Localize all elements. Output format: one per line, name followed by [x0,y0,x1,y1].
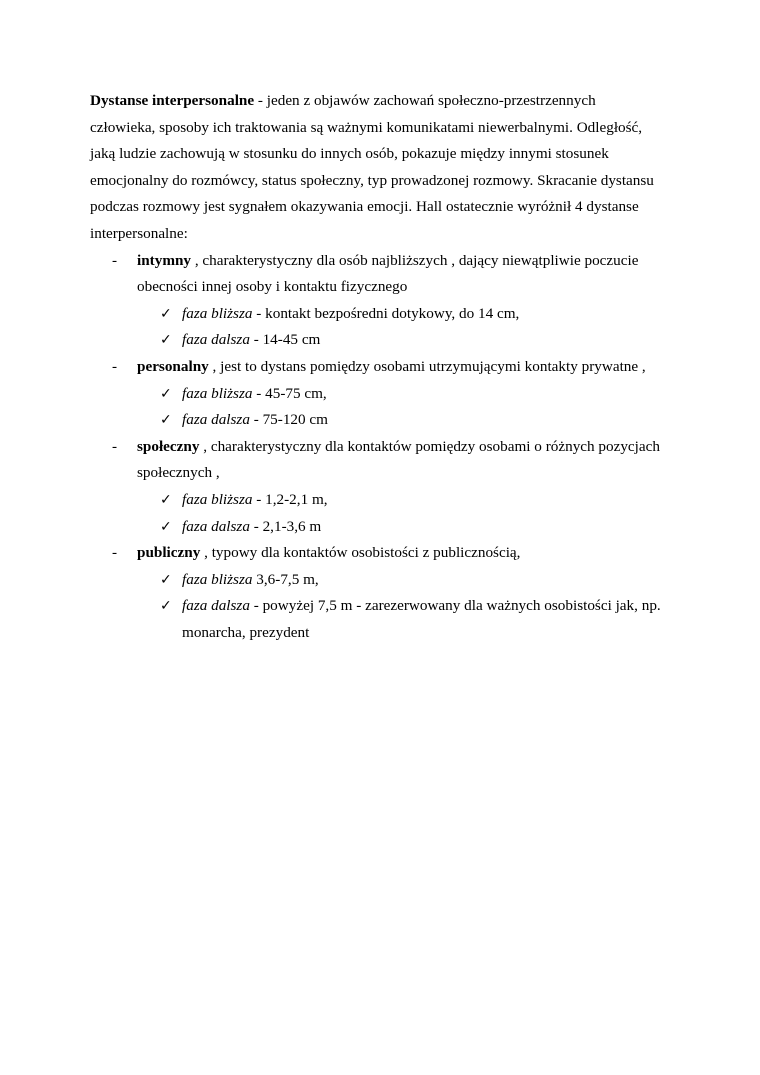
phase-item [137,593,690,646]
intro-text: - jeden z objawów zachowań społeczno-przestrzennych [254,92,596,109]
checkmark-icon: ✓ [160,571,172,588]
category-spoleczny [90,434,690,540]
category-name: intymny [137,251,192,269]
phase-item [137,301,690,328]
dash-bullet: - [112,357,118,375]
checkmark-icon: ✓ [160,305,172,322]
phase-name: faza bliższa [182,570,253,588]
intro-line [90,88,690,115]
phase-range: - 45-75 cm, [252,384,327,402]
dash-bullet: - [112,437,118,455]
phase-list [137,301,690,354]
intro-line: interpersonalne: [90,224,188,242]
category-publiczny [90,540,690,646]
phase-range: - 75-120 cm [249,411,328,429]
phase-name: faza dalsza [182,517,250,535]
phase-range: - 1,2-2,1 m, [252,490,328,508]
phase-range: monarcha, prezydent [182,623,310,641]
document-page [90,88,690,646]
category-name: publiczny [137,544,201,562]
checkmark-icon: ✓ [160,491,172,508]
intro-line: emocjonalny do rozmówcy, status społeczny, typ prowadzonej rozmowy. Skracanie dystansu [90,171,654,189]
phase-list [137,567,690,647]
intro-line: podczas rozmowy jest sygnałem okazywania emocji. Hall ostatecznie wyróżnił 4 dystanse [90,198,639,216]
category-description: obecności innej osoby i kontaktu fizycznego [137,278,408,296]
category-name: personalny [137,357,209,375]
category-description: , charakterystyczny dla osób najbliższych , dający niewątpliwie poczucie [191,251,639,269]
category-description: , typowy dla kontaktów osobistości z publicznością, [200,544,521,562]
phase-list [137,381,690,434]
phase-name: faza dalsza [182,411,250,429]
distance-category-list [90,248,690,647]
checkmark-icon: ✓ [160,385,172,402]
phase-name: faza dalsza [182,331,250,349]
intro-term: Dystanse interpersonalne [90,92,255,109]
checkmark-icon: ✓ [160,412,172,429]
phase-item [137,487,690,514]
phase-name: faza bliższa [182,384,253,402]
category-description: , jest to dystans pomiędzy osobami utrzymującymi kontakty prywatne , [208,357,646,375]
intro-line: jaką ludzie zachowują w stosunku do innych osób, pokazuje między innymi stosunek [90,145,609,163]
phase-range: - kontakt bezpośredni dotykowy, do 14 cm, [252,304,520,322]
phase-item [137,567,690,594]
checkmark-icon: ✓ [160,332,172,349]
dash-bullet: - [112,544,118,562]
phase-item [137,407,690,434]
phase-range: - 2,1-3,6 m [249,517,322,535]
category-description: , charakterystyczny dla kontaktów pomiędzy osobami o różnych pozycjach [199,437,660,455]
phase-range: - powyżej 7,5 m - zarezerwowany dla ważnych osobistości jak, np. [249,597,661,615]
category-description: społecznych , [137,464,220,482]
category-personalny [90,354,690,434]
category-intymny [90,248,690,354]
category-name: społeczny [137,437,200,455]
checkmark-icon: ✓ [160,518,172,535]
phase-name: faza dalsza [182,597,250,615]
phase-range: 3,6-7,5 m, [252,570,319,588]
phase-item [137,327,690,354]
phase-name: faza bliższa [182,490,253,508]
intro-line: człowieka, sposoby ich traktowania są ważnymi komunikatami niewerbalnymi. Odległość, [90,118,643,136]
phase-list [137,487,690,540]
intro-paragraph [90,88,690,248]
dash-bullet: - [112,251,118,269]
checkmark-icon: ✓ [160,598,172,615]
phase-range: - 14-45 cm [249,331,321,349]
phase-item [137,381,690,408]
phase-name: faza bliższa [182,304,253,322]
phase-item [137,514,690,541]
